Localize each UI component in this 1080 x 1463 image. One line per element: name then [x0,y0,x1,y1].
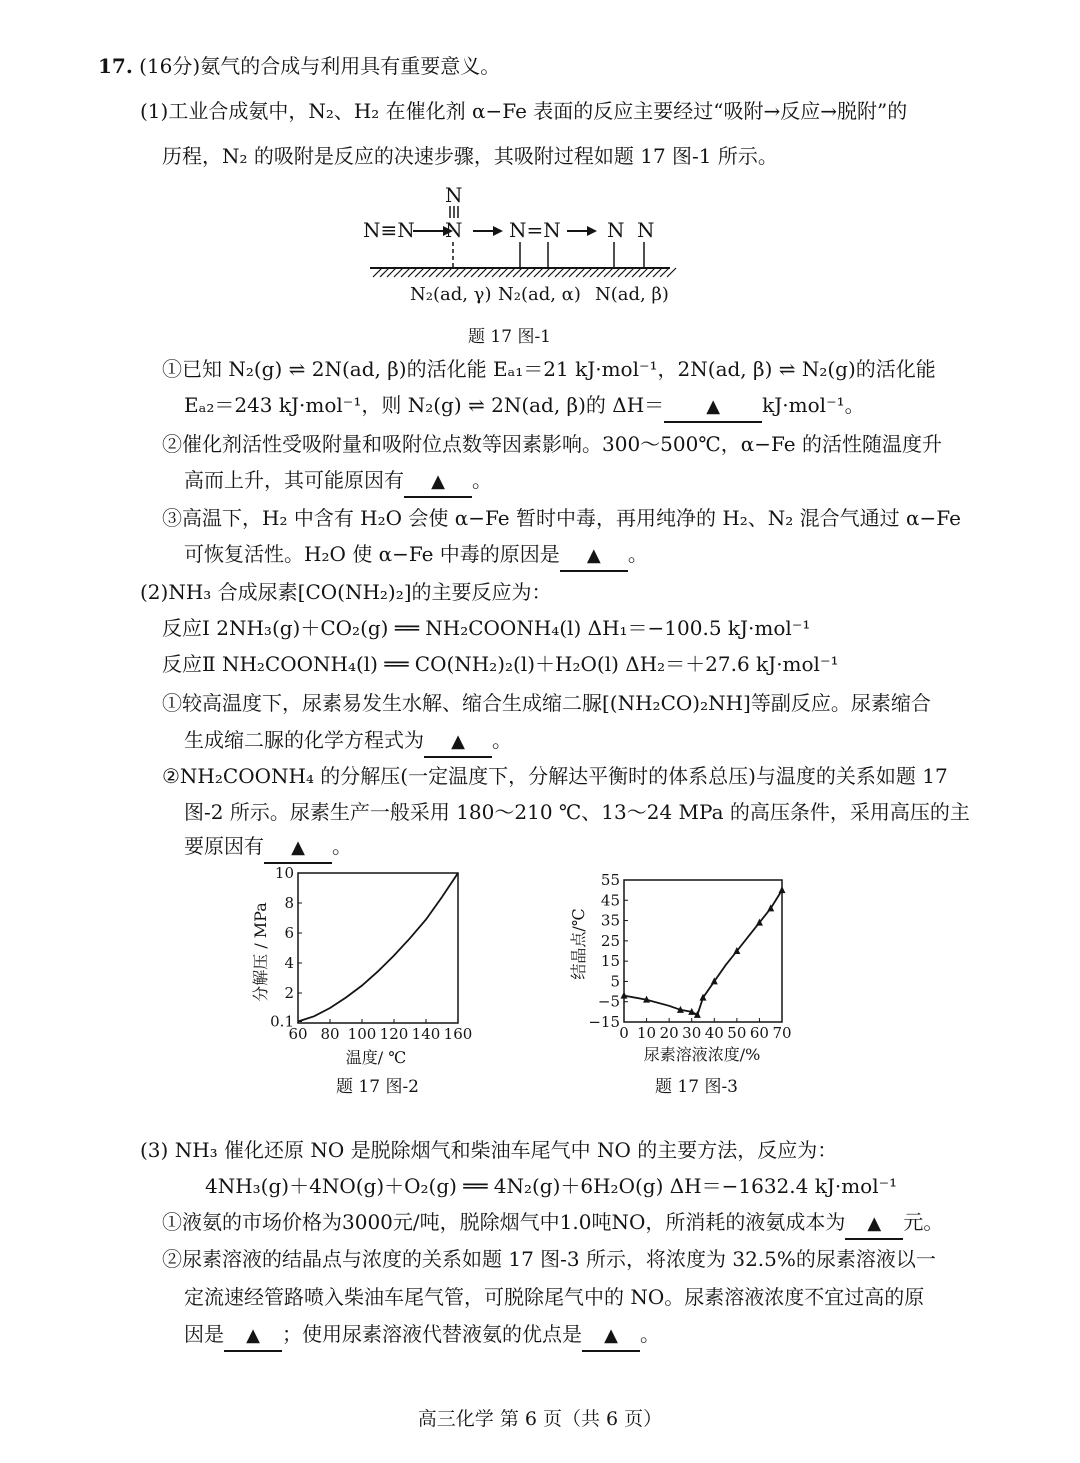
fig1-n-bottom: N [445,218,463,242]
chart3-x-tick-label: 60 [749,1024,769,1042]
chart2-x-tick-label: 80 [320,1025,340,1043]
part2-q2-line3: 要原因有 ▲ 。 [184,832,352,864]
part1-q2-line2: 高而上升，其可能原因有 ▲ 。 [184,466,492,498]
chart2-y-tick-label: 2 [284,984,294,1002]
chart3-y-tick-label: 25 [600,931,620,950]
fig1-n-b: N [637,218,655,242]
chart3-y-tick-label: 15 [600,952,620,971]
chart2-y-tick-label: 8 [284,894,294,912]
figure-17-3-caption: 题 17 图-3 [655,1077,738,1097]
chart3-x-tick-label: 30 [682,1024,702,1042]
chart3-y-tick-label: 45 [600,891,620,910]
blank-triangle-icon: ▲ [604,1325,618,1346]
chart3-y-tick-label: 55 [600,871,620,889]
chart3-ylabel: 结晶点/℃ [569,908,588,980]
figure-17-1-caption: 题 17 图-1 [468,327,551,347]
part2-q1-line2: 生成缩二脲的化学方程式为 ▲ 。 [184,726,512,758]
part2-q1-line1: ①较高温度下，尿素易发生水解、缩合生成缩二脲[(NH₂CO)₂NH]等副反应。尿素缩合 [162,691,931,715]
question-header [98,52,500,80]
answer-blank[interactable] [224,1320,282,1352]
chart3-y-tick-label: −15 [588,1013,620,1031]
question-intro: (16分)氨气的合成与利用具有重要意义。 [139,54,501,78]
blank-triangle-icon: ▲ [867,1213,882,1234]
chart3-x-tick-label: 70 [772,1024,792,1042]
blank-triangle-icon: ▲ [246,1325,260,1346]
chart2-series-line [298,873,458,1022]
chart3-y-tick-label: −5 [597,992,620,1011]
part1-q3-line1: ③高温下，H₂ 中含有 H₂O 会使 α−Fe 暂时中毒，再用纯净的 H₂、N₂ 混合气通过 α−Fe [162,506,961,530]
blank-triangle-icon: ▲ [706,396,721,417]
chart3-data-point [779,886,786,893]
chart2-x-tick-label: 60 [288,1025,308,1043]
chart3-x-tick-label: 40 [704,1024,724,1042]
question-number: 17. [98,54,133,78]
answer-blank[interactable] [845,1208,903,1240]
part1-q2-line1: ②催化剂活性受吸附量和吸附位点数等因素影响。300～500℃，α−Fe 的活性随温度升 [162,432,942,456]
chart3-x-tick-label: 50 [727,1024,747,1042]
part1-q1-line2: Eₐ₂＝243 kJ·mol⁻¹，则 N₂(g) ⇌ 2N(ad, β)的 ΔH＝ ▲ kJ·mol⁻¹。 [184,391,865,423]
chart2-frame [298,873,458,1023]
reaction-1: 反应Ⅰ 2NH₃(g)＋CO₂(g) ══ NH₂COONH₄(l) ΔH₁＝−100.5 kJ·mol⁻¹ [162,616,811,640]
blank-triangle-icon: ▲ [451,731,465,752]
part3-q2-line1: ②尿素溶液的结晶点与浓度的关系如题 17 图-3 所示，将浓度为 32.5%的尿素溶液以一 [162,1247,936,1271]
answer-blank[interactable] [560,540,628,572]
chart3-xlabel: 尿素溶液浓度/% [643,1045,761,1064]
reaction-3: 4NH₃(g)＋4NO(g)＋O₂(g) ══ 4N₂(g)＋6H₂O(g) ΔH＝−1632.4 kJ·mol⁻¹ [205,1174,898,1198]
chart2-x-tick-label: 120 [379,1025,409,1043]
chart3-x-tick-label: 10 [637,1024,657,1042]
chart2-ylabel: 分解压 / MPa [251,902,270,1002]
answer-blank[interactable] [664,391,762,423]
part1-line2: 历程，N₂ 的吸附是反应的决速步骤，其吸附过程如题 17 图-1 所示。 [162,144,778,168]
figure-17-1 [355,182,685,312]
blank-triangle-icon: ▲ [586,545,601,566]
chart2-x-tick-label: 100 [347,1025,377,1043]
part3-q1-line1: ①液氨的市场价格为3000元/吨，脱除烟气中1.0吨NO，所消耗的液氨成本为 ▲ 元。 [162,1208,943,1240]
chart3-data-point [621,992,628,999]
fig1-label-1: N₂(ad, γ) [410,284,492,305]
part1-q1-line1: ①已知 N₂(g) ⇌ 2N(ad, β)的活化能 Eₐ₁＝21 kJ·mol⁻¹，2N(ad, β) ⇌ N₂(g)的活化能 [162,357,936,381]
part1-q3-line2: 可恢复活性。H₂O 使 α−Fe 中毒的原因是 ▲ 。 [184,540,648,572]
blank-triangle-icon: ▲ [431,471,445,492]
answer-blank[interactable] [404,466,472,498]
chart2-y-tick-label: 4 [284,954,294,972]
chart2-y-tick-label: 6 [284,924,294,942]
part2-q2-line1: ②NH₂COONH₄ 的分解压(一定温度下，分解达平衡时的体系总压)与温度的关系如题 17 [162,764,948,788]
fig1-n2-double: N=N [509,218,561,242]
part2-line1: (2)NH₃ 合成尿素[CO(NH₂)₂]的主要反应为： [140,580,552,604]
chart2-xlabel: 温度/ ℃ [345,1048,407,1067]
part3-q2-line2: 定流速经管路喷入柴油车尾气管，可脱除尾气中的 NO。尿素溶液浓度不宜过高的原 [184,1285,925,1309]
part1-line1: (1)工业合成氨中，N₂、H₂ 在催化剂 α−Fe 表面的反应主要经过“吸附→反应→脱附”的 [140,99,908,123]
part3-q2-line3: 因是 ▲ ；使用尿素溶液代替液氨的优点是 ▲ 。 [184,1320,660,1352]
figure-17-2-caption: 题 17 图-2 [336,1077,419,1097]
fig1-n-a: N [607,218,625,242]
chart3-x-tick-label: 0 [619,1024,629,1042]
page-footer: 高三化学 第 6 页（共 6 页） [417,1408,663,1430]
blank-triangle-icon: ▲ [291,837,305,858]
chart2-y-tick-label: 0.1 [270,1012,294,1031]
chart3-y-tick-label: 5 [610,972,620,991]
chart2-y-tick-label: 10 [274,864,294,882]
chart3-y-tick-label: 35 [600,911,620,930]
fig1-n2-free: N≡N [363,218,415,242]
fig1-label-3: N(ad, β) [595,284,669,305]
answer-blank[interactable] [582,1320,640,1352]
chart-17-3 [560,866,800,1076]
fig1-n-top: N [445,183,463,207]
answer-blank[interactable] [424,726,492,758]
chart2-x-tick-label: 160 [443,1025,473,1043]
chart3-x-tick-label: 20 [659,1024,679,1042]
reaction-2: 反应Ⅱ NH₂COONH₄(l) ══ CO(NH₂)₂(l)＋H₂O(l) ΔH₂＝＋27.6 kJ·mol⁻¹ [162,652,839,676]
part2-q2-line2: 图-2 所示。尿素生产一般采用 180～210 ℃、13～24 MPa 的高压条件，采用高压的主 [184,800,970,824]
chart-17-2 [240,860,490,1075]
fig1-label-2: N₂(ad, α) [498,284,581,305]
part3-line1: (3) NH₃ 催化还原 NO 是脱除烟气和柴油车尾气中 NO 的主要方法，反应为： [140,1138,838,1162]
chart2-x-tick-label: 140 [411,1025,441,1043]
